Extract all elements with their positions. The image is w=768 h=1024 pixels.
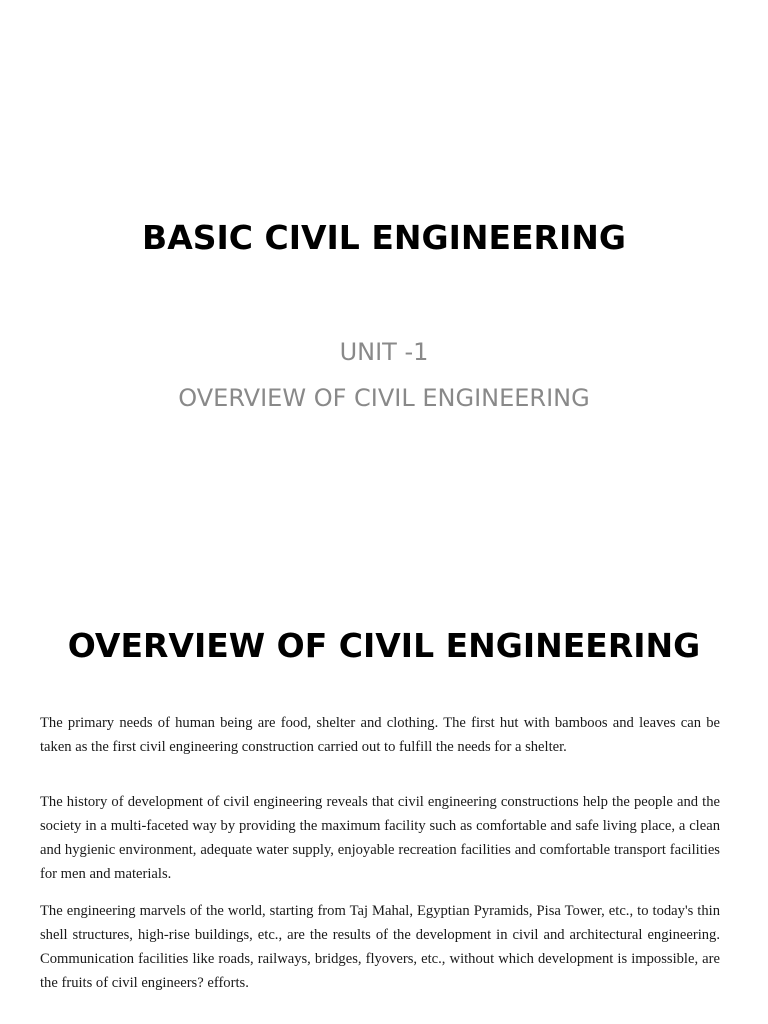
paragraph: The history of development of civil engineering reveals that civil engineering constructions help the people and the society in a multi-faceted way by providing the maximum facility such as comfortable and safe living place, a clean and hygienic environment, adequate water supply, enjoyable recreation facilities and comfortable transport facilities for men and materials.: [40, 794, 720, 882]
section-title: OVERVIEW OF CIVIL ENGINEERING: [67, 626, 701, 665]
unit-subtitle: OVERVIEW OF CIVIL ENGINEERING: [178, 384, 590, 412]
paragraph: The primary needs of human being are food, shelter and clothing. The first hut with bamboos and leaves can be taken as the first civil engineering construction carried out to fulfill the needs for a shelter.: [40, 715, 720, 755]
page-title: BASIC CIVIL ENGINEERING: [142, 218, 626, 257]
unit-label: UNIT -1: [339, 338, 429, 366]
overview-slide: [0, 580, 768, 1024]
paragraph: The engineering marvels of the world, starting from Taj Mahal, Egyptian Pyramids, Pisa Tower, etc., to today's thin shell structures, high-rise buildings, etc., are the results of the development in civil and architectural engineering. Communication facilities like roads, railways, bridges, flyovers, etc., without which development is impossible, are the fruits of civil engineers? efforts.: [40, 903, 720, 991]
